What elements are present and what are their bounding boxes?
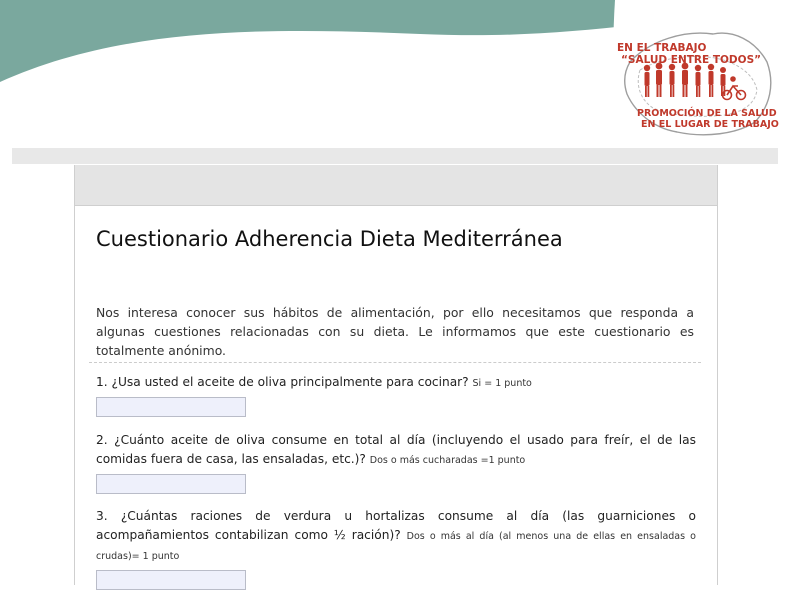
question-2-text — [96, 431, 696, 470]
question-1-input[interactable] — [96, 397, 246, 417]
top-strip — [12, 148, 778, 164]
logo-line-2: “SALUD ENTRE TODOS” — [621, 54, 762, 66]
question-1-label: 1. ¿Usa usted el aceite de oliva principalmente para cocinar? — [96, 375, 469, 389]
question-1-hint: Si = 1 punto — [472, 378, 532, 389]
question-3-label: 3. ¿Cuántas raciones de verdura u hortalizas consume al día (las guarniciones o acompañamientos contabilizan como ½ ración)? — [96, 509, 696, 542]
campaign-logo — [605, 0, 793, 148]
form-title: Cuestionario Adherencia Dieta Mediterránea — [96, 227, 563, 251]
form-panel — [74, 165, 718, 585]
question-3-hint: Dos o más al día (al menos una de ellas en ensaladas o crudas)= 1 punto — [96, 531, 696, 562]
logo-line-3: PROMOCIÓN DE LA SALUD — [637, 108, 777, 119]
question-1 — [96, 373, 696, 417]
question-2-label: 2. ¿Cuánto aceite de oliva consume en total al día (incluyendo el usado para freír, el de las comidas fuera de casa, las ensaladas, etc.)? — [96, 433, 696, 466]
question-3-input[interactable] — [96, 570, 246, 590]
section-divider — [89, 362, 701, 363]
question-1-text — [96, 373, 696, 393]
question-2-input[interactable] — [96, 474, 246, 494]
form-panel-header — [75, 165, 717, 206]
form-intro: Nos interesa conocer sus hábitos de alimentación, por ello necesitamos que responda a algunas cuestiones relacionadas con su dieta. Le informamos que este cuestionario es totalmente anónimo. — [96, 305, 694, 358]
logo-line-1: EN EL TRABAJO — [617, 42, 707, 54]
question-3 — [96, 507, 696, 590]
logo-line-4: EN EL LUGAR DE TRABAJO — [641, 119, 779, 130]
question-2-hint: Dos o más cucharadas =1 punto — [369, 455, 526, 466]
question-2 — [96, 431, 696, 494]
question-3-text — [96, 507, 696, 566]
